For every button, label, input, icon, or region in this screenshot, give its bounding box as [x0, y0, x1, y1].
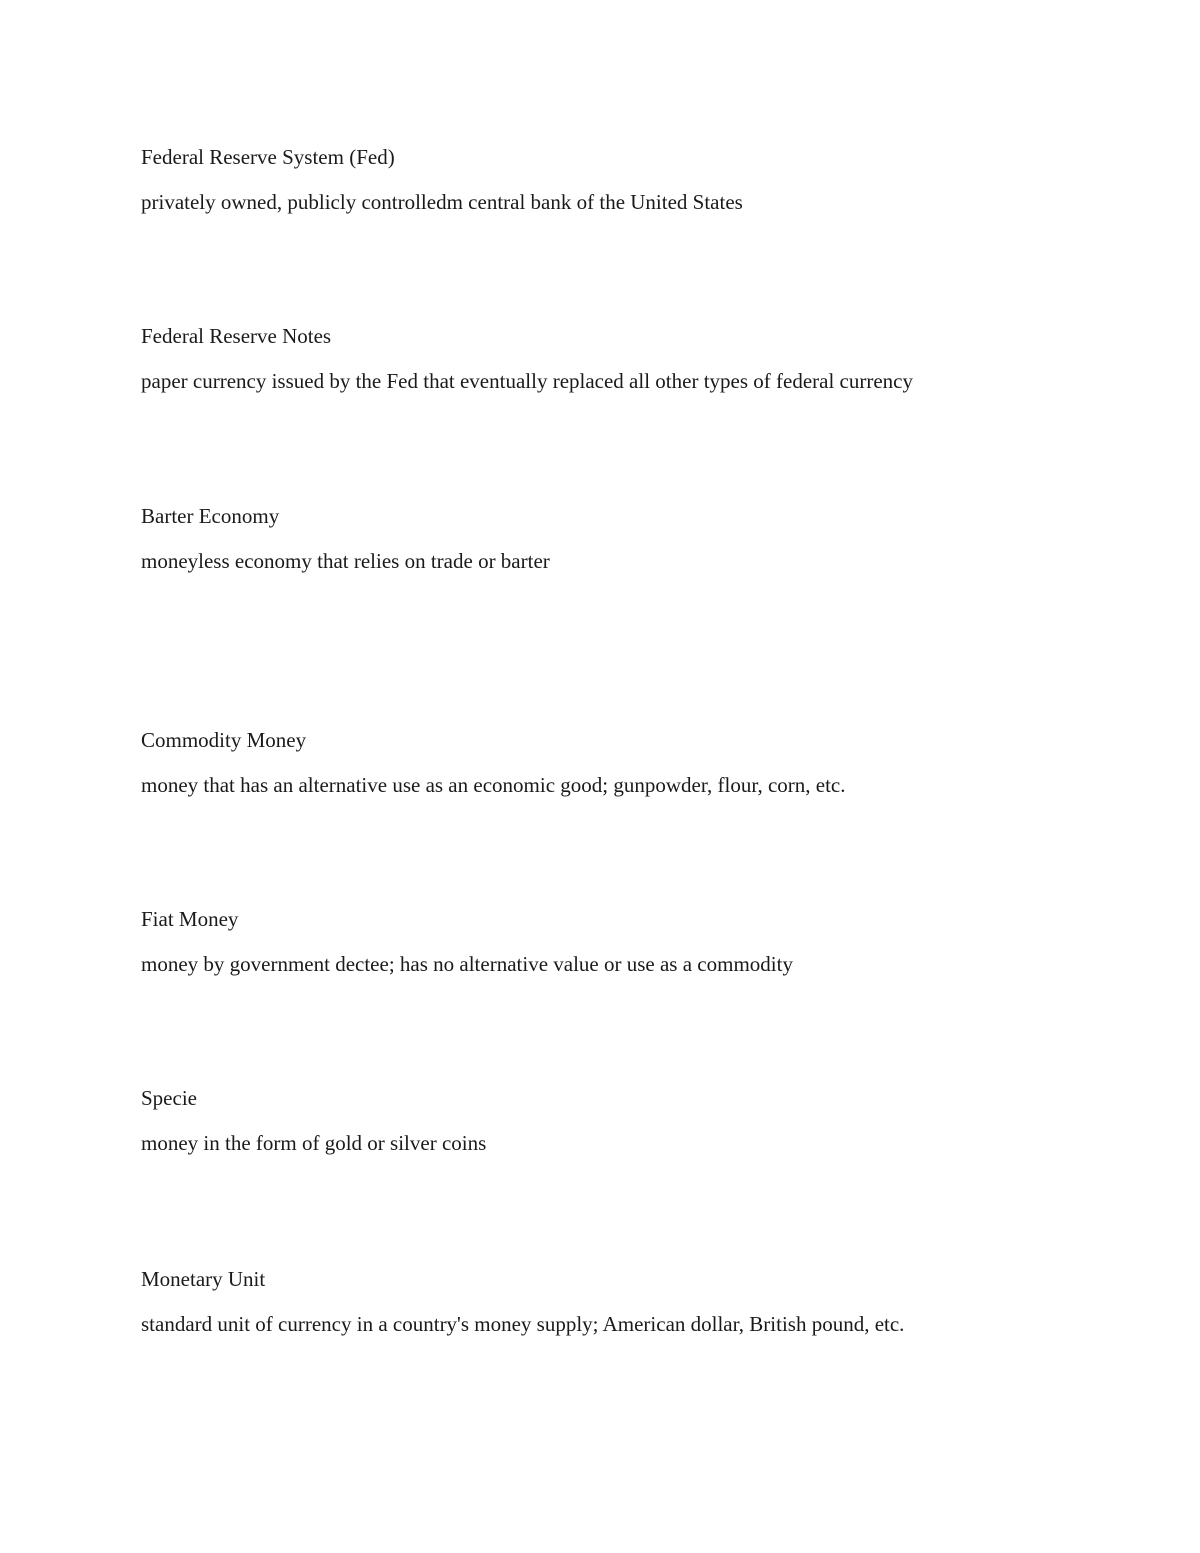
glossary-entry — [141, 727, 1141, 798]
entry-definition: standard unit of currency in a country's money supply; American dollar, British pound, etc. — [141, 1312, 905, 1336]
glossary-entry — [141, 1085, 1141, 1156]
glossary-entry — [141, 503, 1141, 574]
entry-term: Fiat Money — [141, 907, 239, 931]
entry-definition: money by government dectee; has no alternative value or use as a commodity — [141, 952, 793, 976]
entry-definition: privately owned, publicly controlledm central bank of the United States — [141, 190, 743, 214]
glossary-entry — [141, 906, 1141, 977]
entry-definition: money that has an alternative use as an economic good; gunpowder, flour, corn, etc. — [141, 773, 846, 797]
glossary-entry — [141, 1266, 1141, 1337]
entry-definition: paper currency issued by the Fed that eventually replaced all other types of federal currency — [141, 369, 913, 393]
entry-definition: money in the form of gold or silver coins — [141, 1131, 487, 1155]
entry-term: Federal Reserve Notes — [141, 324, 332, 348]
glossary-entry — [141, 144, 1141, 215]
entry-definition: moneyless economy that relies on trade or barter — [141, 549, 550, 573]
entry-term: Monetary Unit — [141, 1267, 266, 1291]
entry-term: Barter Economy — [141, 504, 280, 528]
entry-term: Commodity Money — [141, 728, 307, 752]
entry-term: Specie — [141, 1086, 197, 1110]
glossary-entry — [141, 323, 1141, 394]
entry-term: Federal Reserve System (Fed) — [141, 145, 395, 169]
